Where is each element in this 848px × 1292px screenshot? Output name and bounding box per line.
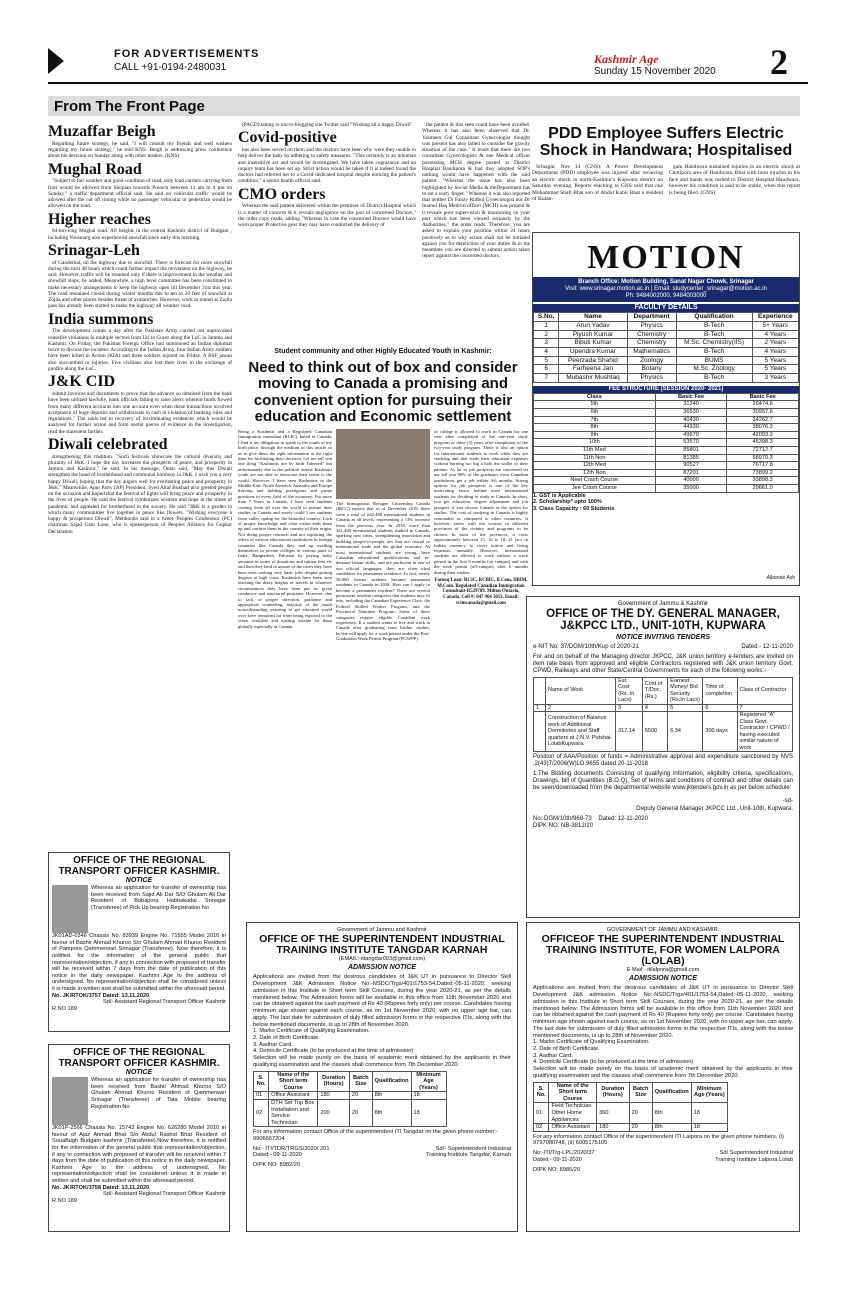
table-row — [534, 339, 799, 348]
table-cell: 3 — [534, 339, 559, 348]
table-cell: 44930 — [655, 424, 727, 432]
table-row — [254, 1099, 447, 1126]
table-cell: 5th — [534, 401, 656, 409]
table-cell: Mubashir Mushtaq — [559, 374, 627, 383]
table-cell: 4 Years — [752, 348, 798, 357]
table-row — [534, 416, 799, 424]
table-cell: 8th — [652, 1103, 691, 1124]
story-body: of Ganderbal, on the highway due to snowfall. There is forecast for more snowfall during the next 48 hours which could further impact the movement on the highway, he said. However, traffic will be resumed only if there is improvement in the weather and snowfall stops, he added. Meanwhile, a high level committee has been constituted to make necessary arrangements to keep the highway open till December 31st this year. The road remained closed during winter months due to ten to 20 feet of snowfall at Zojila and other places besides threat of avalanches. However, work in tunnel at Zojila pass has already been started to make the highway all weather road. — [48, 259, 232, 310]
table-cell: 20 — [349, 1092, 372, 1100]
table-header-cell: Basic Fee — [727, 393, 799, 401]
doc-line: 2. Date of Birth Certificate. — [533, 1045, 600, 1052]
ads-phone: CALL +91-0194-2480031 — [114, 62, 227, 73]
page-number: 2 — [770, 44, 788, 80]
table-cell: 12th Med — [534, 462, 656, 470]
table-cell: Neet Crash Course — [534, 477, 656, 485]
table-header-cell: Duration (Hours) — [597, 1082, 629, 1103]
for-ads-label: FOR ADVERTISEMENTS — [114, 48, 260, 60]
table-cell: 20 — [349, 1099, 372, 1126]
story-headline: CMO orders — [238, 185, 326, 203]
table-row — [534, 401, 799, 409]
table-cell: Physics — [627, 322, 676, 331]
table-cell: 8th — [652, 1124, 691, 1132]
table-header-cell: Batch Size — [629, 1082, 652, 1103]
table-cell: 9th — [534, 431, 656, 439]
table-row — [534, 1124, 728, 1132]
story-body: Whereas the said patient delivered within the premises of District Hospital which is a matter of concern & it reveals negligence on the part of concerned Doctors," the order copy reads, adding "Whereas in case the concerned Doctors would have worn proper Protective gear they may have conducted the delivery of — [238, 203, 416, 229]
table-row — [534, 462, 799, 470]
story-body: "Subject to fair weather and good condition of road, only load carriers carrying fresh fruit would be allowed from Shopian towards Poonch between 11 am to 4 pm on Sunday," a traffic department official said. He said no vehicular traffic would be allowed after the cut off timing while no passenger vehicular or pedestrian would be allowed on the road. — [48, 178, 232, 210]
story-headline: J&K CID — [48, 373, 116, 391]
canada-col-b: The Immigration Refugee Citizenship Canada (IRCC) reports that as of December 2019, there were a total of 642,480 international students in Canada at all levels, representing a 13% increase from the previous year. In 2018, more than 341,490 international students studied in Canada, sparking new ideas, strengthening innovation and building people-to-people ties that are crucial to international trade and the global economy. As most international students are young, have Canadian educational qualifications and in-demand labour skills, and are proficient in one of our official languages, they are often ideal candidates for permanent residence. In fact, nearly 58,000 former students became permanent residents in Canada in 2018. How can I apply to become a permanent resident? There are several permanent resident categories that students may fit into, including the Canadian Experience Class, the Federal Skilled Worker Program, and the Provincial Nominee Program. Some of these categories require eligible Canadian work experience. If a student wants to live and work in Canada after graduating from his/her studies, he/she will apply for a work permit under the Post-Graduation Work Permit Program (PGWPP). — [336, 501, 430, 642]
table-cell: 02 — [254, 1099, 269, 1126]
table-cell: 5 Years — [752, 365, 798, 374]
table-cell: 45398.3 — [727, 439, 799, 447]
doc-line: 3. Aadhar Card. — [533, 1052, 573, 1059]
table-row — [534, 484, 799, 492]
table-cell: Zoology — [627, 356, 676, 365]
table-cell: 73899.2 — [727, 469, 799, 477]
notice-title: OFFICE OF THE SUPERINTENDENT INDUSTRIAL TRAINING INSTITUTE TANGDAR KARNAH — [259, 932, 505, 956]
table-cell: 68970.3 — [727, 454, 799, 462]
table-cell: 36530 — [655, 409, 727, 417]
ad-arrow-icon — [48, 48, 64, 74]
story-headline: Covid-positive — [238, 129, 337, 147]
table-cell: Botany — [627, 365, 676, 374]
story-body: strengthening this tradition. "Such festivals showcase the cultural diversity and plurality of J&K. I hope the day increases the prospects of peace, and prosperity in Jammu and Kashmir," he said. In his message, Omar said, "May this Diwali strengthen the bond of brotherhood and communal harmony in J&K. I wish you a very happy Diwali, hoping that the day augurs well for everlasting peace and prosperity in J&K." Meanwhile, Apni Party (AP) President, Syed Altaf Bukhari also greeted people on the occasion and hoped that the festival of lights will bring peace and prosperity in the lives of people. He said the festival symbolizes wisdom and hope in the times of pandemic and appealed for brotherhood in the society. He said "J&K is a garden in which many communities live together in peace like flowers. "Wishing everyone a happy & prosperous Diwali", Mehbooba said in a tweet. Peoples Conference (PC) chairman Sajad Gani Lone, who is spokesperson of Peoples Alliance for Gupkar Declaration — [48, 453, 232, 535]
note-line: 1. GST is Applicable — [533, 492, 586, 499]
table-row — [534, 365, 799, 374]
table-row — [534, 469, 799, 477]
table-cell: B-Tech — [676, 330, 752, 339]
table-cell: 1 — [534, 322, 559, 331]
consultant-photo — [336, 429, 430, 499]
table-cell: 31240 — [655, 401, 727, 409]
table-cell: Arun Yadav — [559, 322, 627, 331]
table-cell: BUMS — [676, 356, 752, 365]
table-cell: 35000 — [655, 484, 727, 492]
table-row — [534, 1103, 728, 1124]
table-row — [254, 1092, 447, 1100]
table-cell: Peerzada Shahid — [559, 356, 627, 365]
table-header-cell: Qualification — [676, 313, 752, 322]
canada-title: Need to think out of box and consider moving to Canada a promising and convenient option for pursuing their education and Economic settlement — [248, 359, 518, 425]
story-body: Regarding future strategy, he said, "I will consult my friends and well wishers regarding my future strategy," he told KNS. Beigh is addressing press conference about his decision on Sunday along with other leaders. (KNS) — [48, 140, 232, 160]
table-header-cell: S.No. — [534, 313, 559, 322]
stamp-image — [52, 1077, 88, 1125]
table-header-cell: Duration (Hours) — [318, 1071, 350, 1092]
story-body: 84-km-long Mughal road. All heights in the central Kashmir district of Budgam , including Yousmarg also experienced snowfall since early this morning. — [48, 228, 232, 241]
table-cell: 5 Years — [752, 356, 798, 365]
table-cell: Office Assistant — [549, 1124, 597, 1132]
table-cell: 4 Years — [752, 330, 798, 339]
notice-title: OFFICE OF THE REGIONAL TRANSPORT OFFICER KASHMIR. — [58, 1047, 220, 1069]
table-cell: 2 Years — [752, 339, 798, 348]
table-cell: 85801 — [655, 446, 727, 454]
table-cell: 20 — [629, 1103, 652, 1124]
table-cell: 42093.2 — [727, 431, 799, 439]
table-cell: Jee Crash Course — [534, 484, 656, 492]
notice-title: OFFICE OF THE REGIONAL TRANSPORT OFFICER KASHMIR. — [58, 855, 220, 877]
table-cell: 360 — [597, 1103, 629, 1124]
motion-ad: MOTION Branch Office: Motion Building, Sanat Nagar Chowk, Srinagar Visit: www.srinagar.motion.ac.in | Email: studycenter_srinagar@motion.ac.in Ph: 9484002000, 9484003000 FACULTY DETAILS S.No. Name Department Qualification Experience 1 Arun Yadav Physics B-Tech 5+ Years 2 Piyush Kumar Chemistry B-Tech 4 Years 3 Bibuti Kumar Chemistry M.Sc. Chemistry(IIS) 2 Years 4 Upendra Kumar Mathematics B-Tech 4 Years 5 Peerzada Shahid Zoology BUMS 5 Years 6 Farheena Jan Botany M.Sc. Zoology 5 Years 7 Mubashir Mushtaq Physics B-Tech 3 Years FEE STRUCTURE (SESSION 2020- 2021) Class Basic Fee Basic Fee 5th 31240 26474.6 6th 36530 30957.6 7th 40430 34262.7 8th 44930 38076.3 9th 49670 42093.2 10th 53570 45398.3 11th Med 85801 72712.7 11th Non 81385 68970.3 12th Med 90527 76717.8 12th Non 87201 73899.2 Neet Crash Course 40000 33898.3 Jee Crash Course 35000 29661.0 1. GST is Applicable 2. Scholarship* upto 100% 3. Class Capacity : 60 Students Alborote Ads — [532, 232, 800, 586]
table-cell: 11th Med — [534, 446, 656, 454]
table-header-cell: Qualification — [652, 1082, 691, 1103]
table-header-cell: Name — [559, 313, 627, 322]
table-cell: 2 — [534, 330, 559, 339]
table-cell: 180 — [597, 1124, 629, 1132]
pdd-headline: PDD Employee Suffers Electric Shock in Handwara; Hospitalised — [539, 126, 793, 159]
table-cell: 18 — [411, 1092, 446, 1100]
table-cell: 6th — [534, 409, 656, 417]
table-cell: Office Assistant — [269, 1092, 318, 1100]
rto-notice-2: OFFICE OF THE REGIONAL TRANSPORT OFFICER KASHMIR. NOTICE Whereas an application for transfer of ownership has been received from Bashir Ahmad Khuroo S/O Ghulam Ahmad Khuroo Resident of Qammerwari Srinagar (Transferee) of Tata Mobile bearing Registration No JK01P-2566 Chassis No. 15743 Engine No. 626280 Model 2010 in favour of Ajaz Ahmad Bhat S/o Abdul Rashid Bhat Resident of SouaBugh Budgam kashmir (Transferee).Now therefore, it is notified for the information of the general public that representation/objection, if any in connection with proposed of transfer will be received within 7 days from the date of publication of this notice in the daily newspaper. Kashmir Age to the address of undersigned. No representation/objection shall be considered unless it is made in written and shall be submitted within the aforesaid period. No. JK/RTOK/3758 Dated: 13.11.2020 Sd/- Assistant Regional Transport Officer Kashmir R.NO 189 — [48, 1044, 230, 1232]
note-line: 2. Scholarship* upto 100% — [533, 499, 602, 506]
story-headline: Mughal Road — [48, 160, 142, 178]
header-rule — [48, 82, 808, 84]
doc-line: 1. Marks Certificate of Qualifying Examination. — [533, 1039, 650, 1046]
table-cell: Piyush Kumar — [559, 330, 627, 339]
table-cell: B-Tech — [676, 322, 752, 331]
table-header-cell: Name of the Short term Course — [269, 1071, 318, 1092]
table-cell: 01 — [534, 1103, 549, 1124]
table-row — [534, 424, 799, 432]
table-cell: 29661.0 — [727, 484, 799, 492]
table-cell: Physics — [627, 374, 676, 383]
table-cell: 18 — [691, 1103, 727, 1124]
story-headline: Higher reaches — [48, 210, 151, 228]
table-cell: 01 — [254, 1092, 269, 1100]
fee-table — [533, 393, 799, 493]
column-1-stories — [48, 122, 232, 852]
table-cell: 8th — [372, 1092, 411, 1100]
table-cell: M.Sc. Zoology — [676, 365, 752, 374]
table-cell: 02 — [534, 1124, 549, 1132]
table-cell: Field Technician Other Home Appliances — [549, 1103, 597, 1124]
story-headline: Srinagar-Leh — [48, 241, 140, 259]
table-cell: 87201 — [655, 469, 727, 477]
table-header-cell: Experience — [752, 313, 798, 322]
table-cell: 5 — [534, 356, 559, 365]
jkpcc-tender: Government of Jammu & Kashmir OFFICE OF THE DY. GENERAL MANAGER, J&KPCC LTD., UNIT-10TH, KUPWARA NOTICE INVITING TENDERS e-NIT No: 37/DGM/10th/Kup of 2020-21 Dated:- 12-11-2020 For and on behalf of the Managing director JKPCC, J&K union territory e-tenders are invited on item rate basis from approved and eligible Contractors registered with J&K union territory Govt. CPWD, Railways and other State/Central Governments for each of the following works:- Name of Work Est. Cost (Rs. In Lacs) Cost of T/Doc. (Rs.) Earnest Money/ Bid Security (Rs.In Lacs) Time of completion Class of Contractor 1 2 3 4 5 6 7 Construction of Balance work of Additional Dormitories and Staff quarters at J.N.V. Putshai-LolabKupwara. 317.14 5500 6.34 300 days Registered "A" Class Govt. Contractor / CPWD / having executed similar nature of work Position of AAA/Position of funds = Administrative approval and expenditure sanctioned by NVS ,2(43)7/2006(W)LD.9655 dated 20-11-2018 1.The Bidding documents Consisting of qualifying information, eligibility criteria, specifications, Drawings, bill of Quantities (B.O.Q), Set of terms and conditions of contract and other details can be seen/downloaded from the departmental website www.jktenders.gov.in as per below schedule: -sd- Deputy General Manager JKPCC Ltd., Unit-10th, Kupwara. No: DGM/10th/968-73 Dated: 12-11-2020 DIPK NO: NB-3812/20 — [526, 596, 800, 918]
table-row — [534, 439, 799, 447]
canada-byline: Farooq Loan: RCIC, RCBIC, B.Com, DBIM, M.Com. Regulated Canadian Immigration Consultant-R529789. Milton Ontario, Canada. Cell #: 647 964 5053. Email: rcimcanada@gmail.com — [434, 577, 528, 606]
table-cell: 18 — [691, 1124, 727, 1132]
iti-lalpora-notice: GOVERNMENT OF JAMMU AND KASHMIR. OFFICEOF THE SUPERINTENDENT INDUSTRIAL TRAINING INSTITUTE, FOR WOMEN LALPORA (LOLAB) E Mail:- itilalpora@gmail.com ADMISSION NOTICE Applications are invited from the desirous candidates of J&K UT in pursuance to Director Skill Development J&K admission Notice No:-NSDC/Trgs/401/1753-54,Dated:-05-11-2020, seeking admission in this Institute in Short term Skill Courses, during the year 2020-21, as per the details mentioned below. The Admission forms will be available in this office from 11th November 2020 and can be obtained against the cash payment of Rs 40 (Rupees forty only) per course. Candidates having minimum age shown against each course, as on 1st November 2020, with no upper age bar, can apply. The last date for submission of duly filled admission forms in the respective ITIs, along with the below mentioned documents, is up to 28th of November 2020. 1. Marks Certificate of Qualifying Examination. 2. Date of Birth Certificate. 3. Aadhar Card. 4. Domicile Certificate (to be produced at the time of admission) Selection will be made purely on the basis of academic merit obtained by the applicants in their qualifying examination and the classes shall commence from 7th December 2020. S. No. Name of the Short term Course Duration (Hours) Batch Size Qualification Minimum Age (Years) 01 Field Technician Other Home Appliances 360 20 8th 18 02 Office Assistant 180 20 8th 18 For any information contact Office of the superintendent ITI Lalpora on the given phone numbers, (i) 9797080748, (ii) 6005175105 No:-ITI/Trg-LPL/2020/37 Dated:- 09-11-2020 Sd/ Superintendent Industrial Training Institute Lalpora Lolab DIPK NO: 8986/20 — [526, 922, 800, 1232]
story-headline: India summons — [48, 310, 154, 328]
issue-date: Sunday 15 November 2020 — [594, 66, 716, 77]
table-header-cell: Batch Size — [349, 1071, 372, 1092]
table-cell: Farheena Jan — [559, 365, 627, 374]
table-cell: 26474.6 — [727, 401, 799, 409]
table-cell: 5+ Years — [752, 322, 798, 331]
table-cell: 7th — [534, 416, 656, 424]
faculty-table — [533, 312, 799, 382]
table-cell: 90527 — [655, 462, 727, 470]
table-cell: 49670 — [655, 431, 727, 439]
table-cell: 33898.3 — [727, 477, 799, 485]
table-cell: 53570 — [655, 439, 727, 447]
table-cell: Mathematics — [627, 348, 676, 357]
table-cell: Chemistry — [627, 330, 676, 339]
rto-notice-1: OFFICE OF THE REGIONAL TRANSPORT OFFICER KASHMIR. NOTICE Whereas an application for transfer of ownership has been received from Sajid Ali Dar S/O Ghulam Ali Dar Resident of Babapora Habbakadal Srinagar (Transferee) of Pick Up bearing Registration No JK01AD-0346 Chassis No. 83939 Engine No. 71555 Model 2016 in favour of Bashir Ahmad Khuroo S/o Ghulam Ahmad Khuroo Resident of Pampora Qammerwari Srinagar (Transferee). Now therefore, it is notified for the information of the general public that representation/objection, if any in connection with proposed of transfer will be received within 7 days from the date of publication of this notice in the daily newspaper. Kashmir Age to the address of undersigned. No representation/objection shall be considered unless it is made in written and shall be submitted within the aforesaid period. No. JK/RTOK/3757 Dated: 13.11.2020 Sd/- Assistant Regional Transport Officer Kashmir R.NO 189 — [48, 852, 230, 1032]
table-row — [534, 322, 799, 331]
table-row — [534, 446, 799, 454]
table-cell: 18 — [411, 1099, 446, 1126]
table-cell: Bibuti Kumar — [559, 339, 627, 348]
canada-col-c: or college is allowed to work in Canada for one year after completion of the one-year study program or three (3) years after completion of the two-year study program. There is also an option for international students to work while they are studying and that feeds their education expenses without burning too big a hole the wallet of their parents. As far as job prospects are concerned let me tell you 90% of the graduates from Canadian institutions get a job within 4-6 months. Strong options for job prospects is one of the key motivating factor behind most international students for deciding to study in Canada. In short, you get education, degree adjustment and job prospect if you choose Canada as the option for studies. The cost of studying in Canada is highly reasonable as compared to other countries. It however varies with the courses in different provinces of the country and programs to be chosen. In most of the provinces, it costs approximately between 15, 16 to 18, 21 lacs in Indian currency to cover tuition and living expenses annually. However, International students are allowed to work without a work permit in the first 6 months (on campus) and with the work permit (off-campus) after 6 months during their studies. — [434, 429, 528, 575]
masthead-logo: Kashmir Age — [594, 52, 659, 66]
table-cell: DTH Set Top Box Installation and Service Technician — [269, 1099, 318, 1126]
table-cell: 200 — [318, 1099, 350, 1126]
table-row — [534, 409, 799, 417]
table-header-cell: Basic Fee — [655, 393, 727, 401]
table-cell: 6 — [534, 365, 559, 374]
story-body: (PAGD) taking to micro-blogging site Twitter said "Wishing all a happy Diwali". — [242, 122, 414, 128]
note-line: 3. Class Capacity : 60 Students — [533, 505, 615, 512]
table-cell: 12th Non — [534, 469, 656, 477]
canada-kicker: Student community and other Highly Educated Youth in Kashmir: — [274, 348, 492, 355]
table-cell: B-Tech — [676, 374, 752, 383]
doc-line: 2. Date of Birth Certificate. — [253, 1034, 320, 1041]
doc-line: 1. Marks Certificate of Qualifying Examination. — [253, 1028, 370, 1035]
table-header-cell: Name of the Short term Course — [549, 1082, 597, 1103]
table-row — [534, 330, 799, 339]
table-row — [534, 374, 799, 383]
table-cell: Chemistry — [627, 339, 676, 348]
stamp-image — [52, 885, 88, 933]
canada-col-a: Being a Kashmiri and a Regulated Canadian Immigration consultant (RCIC), based in Canada, I find it my obligation to speak to the youth of my birth place, through the medium of this article so as to give them the right information at the right time for facilitating their decision. Let me tell you one thing "Kashmiris are by birth Talented" but unfortunately due to the political unrest, Kashmiri youth are not able to showcase their talent to the world. However, I have seen Kashmiris in the Middle-East, North America, Australia and Europe thriving and holding prestigious and prime positions in every field of the economy. For more than 7 Years in Canada, I have seen students coming from all over the world to pursue their studies in Canada and surely could I see students from valley opting for the beautiful country. Lack of proper knowledge and clear vision ends them up and confuse them in the country of their origin. Not doing proper research and not exploring the offers of various educational institutions in foreign countries like Canada they end up availing themselves in private colleges in various parts of India, Bangladesh, Pakistan by paying hefty amounts in terms of donations and tuition fees etc and then they land in unsure of the cases they have been seen seeking very basic jobs despite getting degrees at high costs. Kashmiris have been seen teaching the dizzy heights of travels in whatever circumstances they have been put in, given conducive and structured positions. However, due to lack of proper direction, guidance and appropriate counseling, majority of the youth notwithstanding yearning to get educated world over have remained far from being exposed to the vistas available and waiting outside for them globally especially in Canada. — [238, 429, 332, 629]
table-cell: 38076.3 — [727, 424, 799, 432]
column-3-story: the patient & this seen could have been avoided. Whereas it has also been observed that Dr. Yasmeen Gul Consultant Gynecologist thought was present has also failed to consider the gravity situation of the case." It reads that there are two consultant Gynecologists & one Medical officer possessing MCH degree posted at District Hospital Bandipora & had they adopted SOP's nothing would have happened with the said patient. "Whereas the issue has also been highlighted by Social Media & theDepartment has to eat a sorry finger. "Whereas it was also reported that neither Dr Fanzy Rufbul Gynecologist nor Dr Inamul Haq Medical officer (MCH) was present & it reveals poor supervision & monitoring on your part which has been viewed seriously by the Authorities," the order reads. Therefore, you are asked to explain your position within 24 hours positively as to why action shall not be initiated against you for dereliction of your duties & in the meantime you are directed to submit action taken report against the concerned doctors. — [422, 122, 530, 260]
table-cell: 40000 — [655, 477, 727, 485]
table-cell: 7 — [534, 374, 559, 383]
table-header-cell: S. No. — [534, 1082, 549, 1103]
tender-table: Name of Work Est. Cost (Rs. In Lacs) Cost of T/Doc. (Rs.) Earnest Money/ Bid Security (Rs.In Lacs) Time of completion Class of Contractor 1 2 3 4 5 6 7 Construction of Balance work of Additional Dormitories and Staff quarters at J.N.V. Putshai-LolabKupwara. 317.14 5500 6.34 300 days Registered "A" Class Govt. Contractor / CPWD / having executed similar nature of work — [533, 677, 793, 752]
iti-tangdar-notice: Government of Jammu and Kashmir OFFICE OF THE SUPERINTENDENT INDUSTRIAL TRAINING INSTITUTE TANGDAR KARNAH (EMAIL:-ittangdar003@gmail.com) ADMISSION NOTICE Applications are invited from the desirous candidates of J&K UT in pursuance to Director Skill Development J&K Admission Notice No:-NSDC/Trgs/401/1753-54,Dated:-05-11-2020, seeking admission in this Institute in Short term Skill Courses, during the year 2020-21, as per the details mentioned below. The Admission forms will be available in this office from 11th November 2020 and can be obtained against the cash payment of Rs 40 (Rupees forty only) per course. Candidates having minimum age shown against each course, as on 1st November 2020, with no upper age bar, can apply. The last date for submission of duly filled admission forms in the respective ITIs, along with the below mentioned documents, is up to 28th of November 2020. 1. Marks Certificate of Qualifying Examination. 2. Date of Birth Certificate. 3. Aadhar Card. 4. Domicile Certificate (to be produced at the time of admission) Selection will be made purely on the basis of academic merit obtained by the applicants in their qualifying examination and the classes shall commence from 7th December 2020. S. No. Name of the Short term Course Duration (Hours) Batch Size Qualification Minimum Age (Years) 01 Office Assistant 180 20 8th 18 02 DTH Set Top Box Installation and Service Technician 200 20 8th 18 For any information contact Office of the superintendent ITI Tangdar on the given phone number:- 9906667204 No:- ITI/TDR/TRGS/2020/ 201 Dated:- 09-11-2020 Sd/- Superintendent Industrial Training Institute Tangdar, Karnah DIPK NO: 8982/20 — [246, 922, 518, 1232]
table-row — [534, 477, 799, 485]
table-cell: 11th Non — [534, 454, 656, 462]
table-header-cell: Qualification — [372, 1071, 411, 1092]
table-header-cell: S. No. — [254, 1071, 269, 1092]
table-row — [534, 348, 799, 357]
canada-article — [238, 344, 528, 916]
table-row — [534, 431, 799, 439]
story-headline: Diwali celebrated — [48, 435, 168, 453]
table-cell: 72712.7 — [727, 446, 799, 454]
doc-line: 4. Domicile Certificate (to be produced at the time of admission) — [533, 1059, 694, 1066]
table-cell: M.Sc. Chemistry(IIS) — [676, 339, 752, 348]
table-row — [534, 454, 799, 462]
table-cell: 76717.8 — [727, 462, 799, 470]
motion-notes — [533, 493, 799, 512]
column-2-stories — [238, 122, 416, 344]
table-header-cell: Department — [627, 313, 676, 322]
table-cell: 81385 — [655, 454, 727, 462]
table-cell: 4 — [534, 348, 559, 357]
table-cell: Upendra Kumar — [559, 348, 627, 357]
doc-line: 4. Domicile Certificate (to be produced at the time of admission) — [253, 1048, 414, 1055]
notice-title: OFFICEOF THE SUPERINTENDENT INDUSTRIAL TRAINING INSTITUTE, FOR WOMEN LALPORA (LOLAB) — [541, 932, 785, 967]
motion-logo: MOTION — [587, 239, 745, 276]
story-body: has also been served on them and the doctors have been why were they unable to help deliver the baby by adhering to safety measures. "This certainly is an inhuman and insensitive act and would be investigated. We have taken cognizance and an inquiry team has been set up. Strict action would be taken if it is indeed found the doctors had referred her to a Covid-dedicated hospital despite noticing the patient's condition," a senior health official said. — [238, 147, 416, 185]
table-header-cell: Class — [534, 393, 656, 401]
table-cell: 20 — [629, 1124, 652, 1132]
table-cell: 40430 — [655, 416, 727, 424]
table-cell: 34262.7 — [727, 416, 799, 424]
table-header-cell: Minimum Age (Years) — [691, 1082, 727, 1103]
story-body: submit invoices and documents to prove that the advance so obtained from the bank have been utilized lawfully, bank officials failing to raise alerts wherein funds flowed from many different accounts into one account even when these transactions involved acceptance of huge deposits and withdrawals in cash in violation of banking rules and regulations." The raids led to recovery of incriminating evidences which would be analysed for further action and form useful pieces of evidence in the investigation, read the statement further. — [48, 391, 232, 435]
table-cell: 3 Years — [752, 374, 798, 383]
table-row — [534, 356, 799, 365]
section-banner: From The Front Page — [48, 96, 800, 116]
table-cell: 10th — [534, 439, 656, 447]
pdd-story: PDD Employee Suffers Electric Shock in Handwara; Hospitalised Srinagar, Nov 14 (GNS): A Power Development Department (PDD) employee was injured after recieving an electric shock in north-Kashmir's Kupwara district on Saturday evening. Reports reaching to GNS said that one Mohammad Shafi Bhat son of Abdul Kabir Bhat a resident of Kulan- gam Handwara sustained injuries in an electric shock at Chotipora area of Handwara. Bhat with burn injuries in his face and hands was rushed to District Hospital Handwara, however his condition is said to be stable, when this report is being filed. (GNS) — [532, 126, 800, 203]
table-cell: B-Tech — [676, 348, 752, 357]
story-headline: Muzaffar Beigh — [48, 123, 156, 140]
table-cell: 8th — [372, 1099, 411, 1126]
doc-line: 3. Aadhar Card. — [253, 1041, 293, 1048]
table-cell: 180 — [318, 1092, 350, 1100]
table-cell: 30957.6 — [727, 409, 799, 417]
table-header-cell: Minimum Age (Years) — [411, 1071, 446, 1092]
story-body: The development comes a day after the Pakistan Army carried out unprovoked ceasefire violations in multiple sectors from Uri to Gurez along the LoC in Jammu and Kashmir. On Friday, the Pakistan Foreign Office had summoned an Indian diplomat twice to discuss the incident. According to the Indian Army, four Indian Army soldiers have been killed in Action (KIA) and three soldiers injured on Friday. A BSF jawan also succumbed to injuries. Five civilians also lost their lives in the exchange of gunfire along the LoC. — [48, 328, 232, 372]
table-cell: 8th — [534, 424, 656, 432]
